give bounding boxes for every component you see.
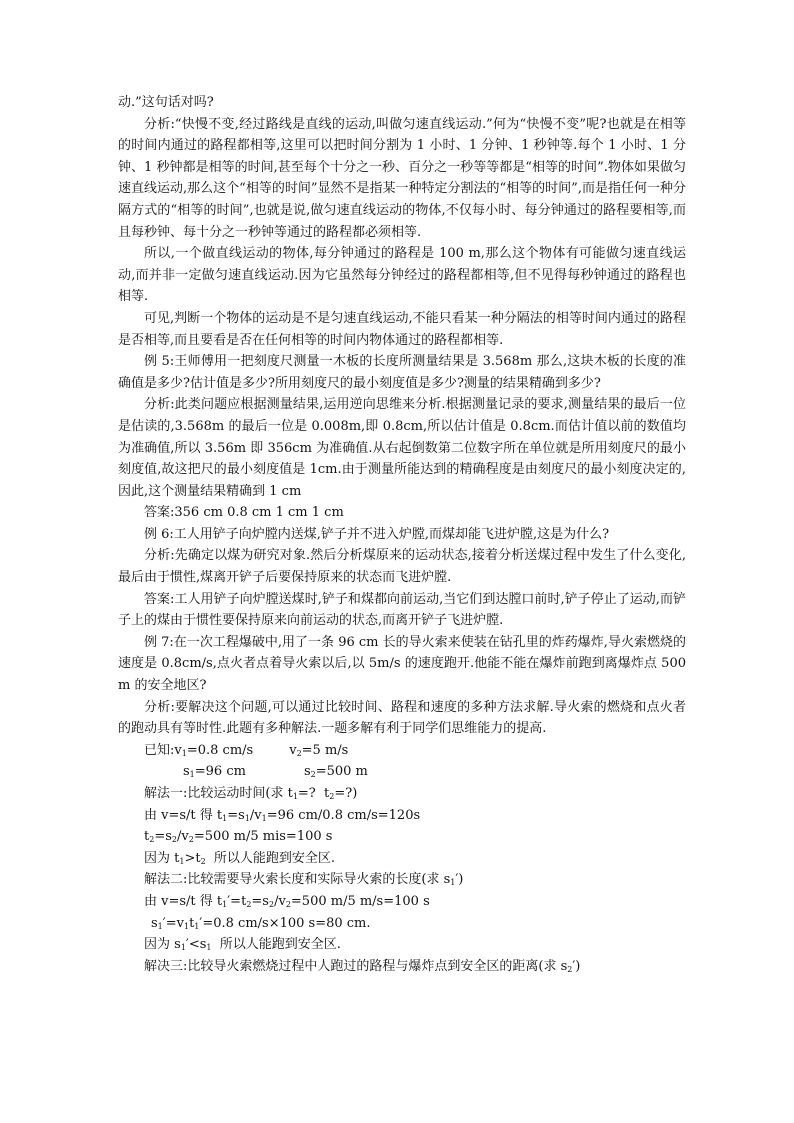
known-line-1: 已知$:v_1=0.8$ cm/s $v_2=5$ m/s — [144, 742, 349, 758]
method-2-line-1: 由 v=s/t 得 $t_1'=t_2=s_2/v_2=500$ m/5 m/s=100 s — [144, 893, 430, 909]
example-6-question: 例 6:工人用铲子向炉膛内送煤,铲子并不进入炉膛,而煤却能飞进炉膛,这是为什么? — [144, 526, 610, 542]
method-1-title: 解法一:比较运动时间(求 $t_1=$? $t_2=$?) — [144, 786, 358, 801]
summary-paragraph: 可见,判断一个物体的运动是不是匀速直线运动,不能只看某一种分隔法的相等时间内通过的路程是否相等,而且要看是否在任何相等的时间内物体通过的路程都相等. — [118, 310, 686, 348]
example-6-answer: 答案:工人用铲子向炉膛送煤时,铲子和煤都向前运动,当它们到达膛口前时,铲子停止了运动,而铲子上的煤由于惯性要保持原来向前运动的状态,而离开铲子飞进炉膛. — [118, 591, 686, 629]
conclusion-paragraph: 所以,一个做直线运动的物体,每分钟通过的路程是 100 m,那么这个物体有可能做匀速直线运动,而并非一定做匀速直线运动.因为它虽然每分钟经过的路程都相等,但不见得每秒钟通过的路程也相等. — [118, 246, 686, 305]
example-6-analysis: 分析:先确定以煤为研究对象.然后分析煤原来的运动状态,接着分析送煤过程中发生了什么变化,最后由于惯性,煤离开铲子后要保持原来的状态而飞进炉膛. — [118, 548, 686, 586]
method-1-line-1: 由 v=s/t 得 $t_1=s_1/v_1=96$ cm/0.8 cm/s=120s — [144, 807, 421, 823]
method-2-line-2: $s_1'=v_1t_1'=0.8$ cm/s×100 s=80 cm. — [151, 915, 371, 931]
example-7-analysis: 分析:要解决这个问题,可以通过比较时间、路程和速度的多种方法求解.导火索的燃烧和点火者的跑动具有等时性.此题有多种解法.一题多解有利于同学们思维能力的提高. — [118, 699, 686, 737]
example-5-answer: 答案:356 cm 0.8 cm 1 cm 1 cm — [144, 505, 344, 521]
analysis-paragraph: 分析:“快慢不变,经过路线是直线的运动,叫做匀速直线运动.”何为“快慢不变”呢?也就是在相等的时间内通过的路程都相等,这里可以把时间分割为 1 小时、1 分钟、1 秒钟等.每个 1 小时、1 分钟、1 秒钟都是相等的时间,甚至每个十分之一秒、百分之一秒等等都是“相等的时间”.物体如果做匀速直线运动,那么这个“相等的时间”显然不是指某一种特定分割法的“相等的时间”,而是指任何一种分隔方式的“相等的时间”,也就是说,做匀速直线运动的物体,不仅每小时、每分钟通过的路程要相等,而且每秒钟、每十分之一秒钟等通过的路程都必须相等. — [118, 116, 686, 240]
paragraph-continuation: 动.”这句话对吗? — [118, 95, 214, 110]
document-page — [118, 92, 686, 977]
method-2-line-3: 因为 $s_1'<s_1$ 所以人能跑到安全区. — [144, 937, 341, 953]
method-1-line-2: $t_2=s_2/v_2=500$ m/5 mis=100 s — [144, 829, 333, 845]
method-2-title: 解法二:比较需要导火索长度和实际导火索的长度(求 $s_1'$) — [144, 872, 464, 888]
method-3-title: 解决三:比较导火索燃烧过程中人跑过的路程与爆炸点到安全区的距离(求 $s_2'$) — [144, 958, 581, 974]
example-7-question: 例 7:在一次工程爆破中,用了一条 96 cm 长的导火索来使装在钻孔里的炸药爆炸,导火索燃烧的速度是 0.8cm/s,点火者点着导火索以后,以 5m/s 的速度跑开.他能不能在爆炸前跑到离爆炸点 500 m 的安全地区? — [118, 634, 686, 694]
example-5-analysis: 分析:此类问题应根据测量结果,运用逆向思维来分析.根据测量记录的要求,测量结果的最后一位是估读的,3.568m 的最后一位是 0.008m,即 0.8cm,所以估计值是 0.8cm.而估计值以前的数值均为准确值,所以 3.56m 即 356cm 为准确值.从右起倒数第二位数字所在单位就是所用刻度尺的最小刻度值,故这把尺的最小刻度值是 1cm.由于测量所能达到的精确程度是由刻度尺的最小刻度决定的,因此,这个测量结果精确到 1 cm — [118, 397, 686, 499]
example-5-question: 例 5:王师傅用一把刻度尺测量一木板的长度所测量结果是 3.568m 那么,这块木板的长度的准确值是多少?估计值是多少?所用刻度尺的最小刻度值是多少?测量的结果精确到多少? — [118, 354, 686, 391]
method-1-line-3: 因为 $t_1>t_2$ 所以人能跑到安全区. — [144, 850, 336, 866]
known-line-2: $s_1=96$ cm $s_2=500$ m — [183, 764, 368, 780]
